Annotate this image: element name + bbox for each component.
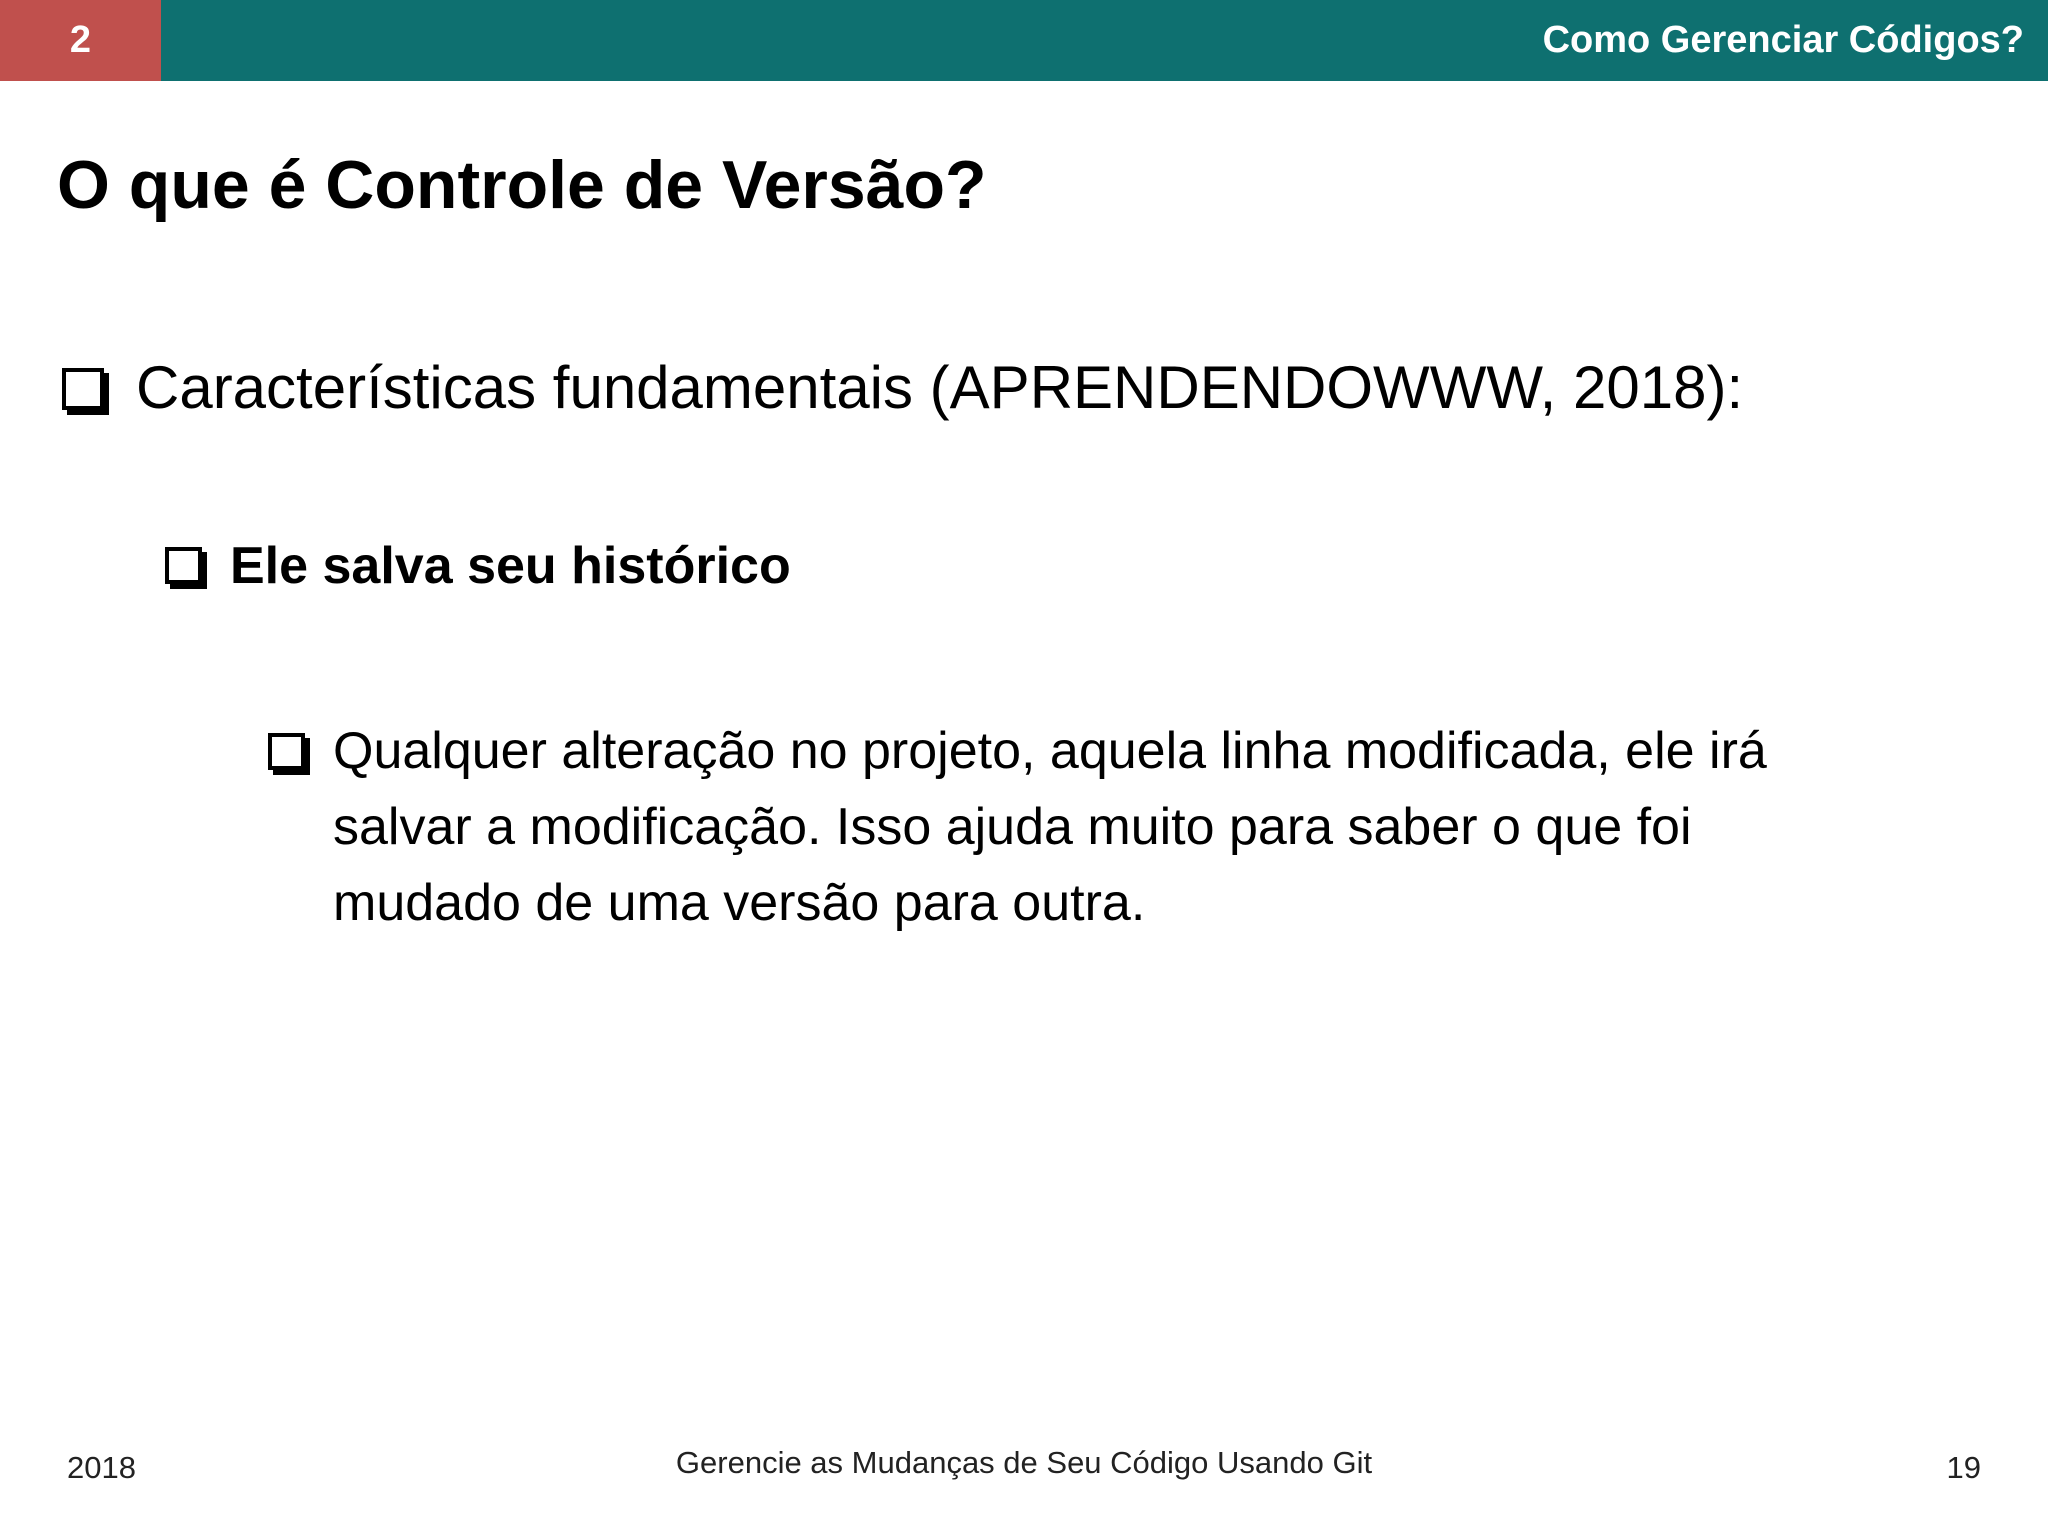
bullet-level3-line: Qualquer alteração no projeto, aquela linha modificada, ele irá <box>333 722 1767 780</box>
slide-title: O que é Controle de Versão? <box>57 147 987 223</box>
checkbox-bullet-icon <box>268 733 305 770</box>
footer-presentation-title: Gerencie as Mudanças de Seu Código Usando Git <box>675 1445 1373 1480</box>
bullet-level1-text: Características fundamentais (APRENDENDOWWW, 2018): <box>136 354 1744 421</box>
bullet-level3-line: salvar a modificação. Isso ajuda muito para saber o que foi <box>333 798 1692 856</box>
checkbox-bullet-icon <box>165 547 202 584</box>
footer-year: 2018 <box>67 1450 136 1485</box>
section-number: 2 <box>69 19 92 61</box>
bullet-level2-text: Ele salva seu histórico <box>230 537 791 595</box>
bullet-level1 <box>62 350 1743 426</box>
section-number-badge <box>0 0 161 81</box>
header-title: Como Gerenciar Códigos? <box>1542 19 2024 61</box>
bullet-level3 <box>268 713 1968 941</box>
footer-page-number: 19 <box>1946 1450 1981 1485</box>
bullet-level3-line: mudado de uma versão para outra. <box>333 874 1146 932</box>
bullet-level2 <box>165 533 791 599</box>
bullet-level3-text <box>333 713 1767 941</box>
checkbox-bullet-icon <box>62 368 104 410</box>
